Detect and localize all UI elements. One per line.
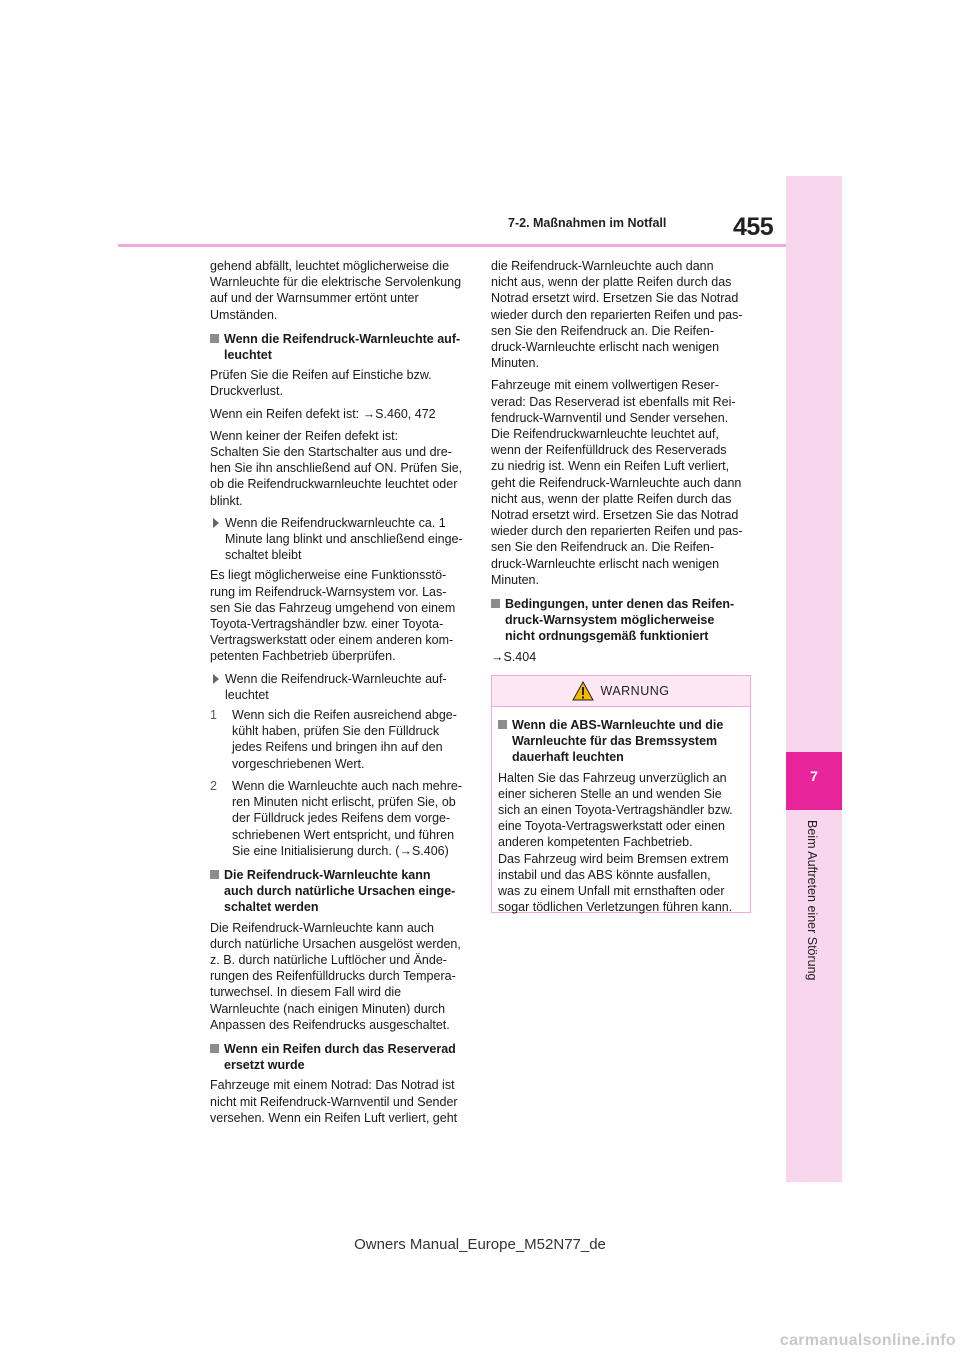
step-text: Wenn sich die Reifen ausreichend abge- kühlt haben, prüfen Sie den Fülldruck jedes Reifens und bringen ihn auf den vorgeschriebenen Wert. bbox=[232, 708, 457, 771]
numbered-step bbox=[210, 707, 472, 772]
section-title: 7-2. Maßnahmen im Notfall bbox=[508, 216, 667, 230]
warning-box bbox=[491, 675, 751, 913]
square-bullet-icon bbox=[210, 1044, 219, 1053]
warning-subheading bbox=[498, 717, 744, 766]
chapter-side-tab bbox=[786, 176, 842, 1182]
chapter-label: Beim Auftreten einer Störung bbox=[805, 820, 819, 981]
warning-title: WARNUNG bbox=[600, 684, 670, 698]
warning-body bbox=[492, 707, 750, 915]
warning-triangle-icon bbox=[572, 681, 594, 701]
square-bullet-icon bbox=[210, 870, 219, 879]
paragraph: Die Reifendruck-Warnleuchte kann auch durch natürliche Ursachen ausgelöst werden, z. B. durch natürliche Luftlöcher und Ände- rungen des Reifenfülldrucks durch Tempera- turwechsel. In diesem Fall wird die Warnleuchte (nach einigen Minuten) durch Anpassen des Reifendrucks ausgeschaltet. bbox=[210, 920, 461, 1032]
subheading-text: Wenn ein Reifen durch das Reserverad ersetzt wurde bbox=[224, 1041, 456, 1073]
right-column bbox=[491, 258, 755, 671]
subheading bbox=[210, 867, 472, 916]
step-text: Wenn die Warnleuchte auch nach mehre- ren Minuten nicht erlischt, prüfen Sie, ob der Fülldruck jedes Reifens dem vorge- schriebenen Wert entspricht, und führen Sie eine Initialisierung durch. (→S.406) bbox=[232, 778, 462, 858]
page-reference: Wenn ein Reifen defekt ist: →S.460, 472 bbox=[210, 406, 436, 421]
paragraph: Wenn keiner der Reifen defekt ist: Schalten Sie den Startschalter aus und dre- hen Sie ihn anschließend auf ON. Prüfen Sie, ob die Reifendruckwarnleuchte leuchtet oder blinkt. bbox=[210, 428, 463, 508]
footer-text: Owners Manual_Europe_M52N77_de bbox=[354, 1236, 606, 1253]
paragraph: Fahrzeuge mit einem Notrad: Das Notrad ist nicht mit Reifendruck-Warnventil und Sender versehen. Wenn ein Reifen Luft verliert, geht bbox=[210, 1078, 458, 1125]
triangle-bullet-icon bbox=[213, 674, 219, 684]
triangle-bullet-icon bbox=[213, 518, 219, 528]
subheading-text: Wenn die Reifendruck-Warnleuchte auf- leuchtet bbox=[224, 331, 461, 363]
arrow-item-text: Wenn die Reifendruck-Warnleuchte auf- leuchtet bbox=[225, 671, 447, 702]
page-reference: →S.404 bbox=[491, 649, 537, 664]
subheading bbox=[210, 331, 472, 363]
arrow-item bbox=[210, 671, 472, 703]
step-number: 2 bbox=[210, 778, 217, 793]
page-number: 455 bbox=[733, 213, 774, 241]
paragraph: Fahrzeuge mit einem vollwertigen Reser- verad: Das Reserverad ist ebenfalls mit Rei- fendruck-Warnventil und Sender versehen. Die Reifendruckwarnleuchte leuchtet auf, wenn der Reifenfülldruck des Reserverads zu niedrig ist. Wenn ein Reifen Luft verliert, geht die Reifendruck-Warnleuchte auch dann nicht aus, wenn der platte Reifen durch das Notrad ersetzt wird. Ersetzen Sie das Notrad wieder durch den reparierten Reifen und pas- sen Sie den Reifendruck an. Die Reifen- druck-Warnleuchte erlischt nach wenigen Minuten. bbox=[491, 378, 743, 587]
subheading bbox=[491, 596, 755, 645]
warning-subheading-text: Wenn die ABS-Warnleuchte und die Warnleuchte für das Bremssystem dauerhaft leuchten bbox=[512, 718, 724, 765]
paragraph: Es liegt möglicherweise eine Funktionsstö- rung im Reifendruck-Warnsystem vor. Las- sen Sie das Fahrzeug umgehend von einem Toyota-Vertragshändler bzw. einer Toyota- Vertragswerkstatt oder einem anderen kom- petenten Fachbetrieb überprüfen. bbox=[210, 568, 456, 664]
paragraph: gehend abfällt, leuchtet möglicherweise die Warnleuchte für die elektrische Servolenkung auf und der Warnsummer ertönt unter Umständen. bbox=[210, 259, 462, 322]
paragraph: Prüfen Sie die Reifen auf Einstiche bzw. Druckverlust. bbox=[210, 368, 432, 399]
square-bullet-icon bbox=[498, 720, 507, 729]
subheading bbox=[210, 1041, 472, 1073]
arrow-item-text: Wenn die Reifendruckwarnleuchte ca. 1 Minute lang blinkt und anschließend einge- schaltet bleibt bbox=[225, 515, 463, 563]
warning-text: Halten Sie das Fahrzeug unverzüglich an einer sicheren Stelle an und wenden Sie sich an einen Toyota-Vertragshändler bzw. eine Toyota-Vertragswerkstatt oder einen anderen kompetenten Fachbetrieb. Das Fahrzeug wird beim Bremsen extrem instabil und das ABS könnte ausfallen, was zu einem Unfall mit ernsthaften oder sogar tödlichen Verletzungen führen kann. bbox=[498, 770, 733, 915]
subheading-text: Bedingungen, unter denen das Reifen- druck-Warnsystem möglicherweise nicht ordnungsgemäß funktioniert bbox=[505, 597, 735, 644]
square-bullet-icon bbox=[210, 334, 219, 343]
numbered-step bbox=[210, 778, 472, 859]
left-column bbox=[210, 258, 472, 1132]
chapter-number: 7 bbox=[810, 768, 818, 784]
paragraph: die Reifendruck-Warnleuchte auch dann nicht aus, wenn der platte Reifen durch das Notrad ersetzt wird. Ersetzen Sie das Notrad wieder durch den reparierten Reifen und pas- sen Sie den Reifendruck an. Die Reifen- druck-Warnleuchte erlischt nach wenigen Minuten. bbox=[491, 259, 743, 371]
header-rule bbox=[118, 244, 786, 247]
watermark: carmanualsonline.info bbox=[779, 1332, 956, 1349]
arrow-item bbox=[210, 515, 472, 564]
subheading-text: Die Reifendruck-Warnleuchte kann auch durch natürliche Ursachen einge- schaltet werden bbox=[224, 867, 456, 915]
warning-header bbox=[492, 676, 750, 707]
square-bullet-icon bbox=[491, 599, 500, 608]
step-number: 1 bbox=[210, 708, 217, 723]
